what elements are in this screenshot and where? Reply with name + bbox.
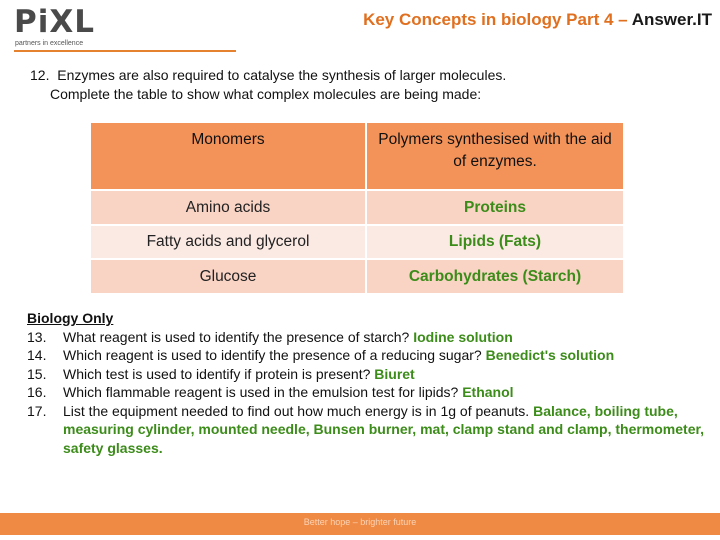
question-16 xyxy=(27,383,707,402)
question-text: Which reagent is used to identify the presence of a reducing sugar? xyxy=(63,347,486,363)
question-text: List the equipment needed to find out how much energy is in 1g of peanuts. xyxy=(63,402,534,419)
biology-only-heading: Biology Only xyxy=(27,310,114,326)
title-brand: Answer.IT xyxy=(631,10,712,29)
question-number: 14. xyxy=(27,347,47,363)
polymer-cell: Carbohydrates (Starch) xyxy=(366,259,624,294)
q12-line1: Enzymes are also required to catalyse the synthesis of larger molecules. xyxy=(57,67,507,83)
polymer-cell: Lipids (Fats) xyxy=(366,225,624,259)
table-row xyxy=(90,225,624,259)
question-text: Which flammable reagent is used in the emulsion test for lipids? xyxy=(63,384,463,400)
title-main: Key Concepts in biology Part 4 – xyxy=(363,10,632,29)
q12-line2: Complete the table to show what complex molecules are being made: xyxy=(50,86,482,102)
molecules-table xyxy=(89,121,625,295)
pixl-logo: PiXL xyxy=(14,4,96,40)
answer-text: Balance, boiling tube, measuring cylinder, mounted needle, Bunsen burner, mat, clamp stand and clamp, thermometer, safety glasses. xyxy=(63,402,705,456)
question-12 xyxy=(30,66,690,104)
answer-text: Iodine solution xyxy=(413,328,513,345)
table-row xyxy=(90,259,624,294)
table-row xyxy=(90,190,624,225)
question-text: Which test is used to identify if protein is present? xyxy=(63,365,375,382)
header-polymers: Polymers synthesised with the aid of enzymes. xyxy=(366,122,624,190)
question-text: What reagent is used to identify the presence of starch? xyxy=(63,328,414,345)
monomer-cell: Amino acids xyxy=(90,190,366,225)
question-number: 16. xyxy=(27,384,47,400)
logo-underline xyxy=(14,50,236,52)
question-17 xyxy=(27,402,707,458)
question-number: 17. xyxy=(27,402,47,419)
question-15 xyxy=(27,365,707,384)
monomer-cell: Fatty acids and glycerol xyxy=(90,225,366,259)
question-13 xyxy=(27,328,707,347)
biology-only-section xyxy=(27,309,707,457)
answer-text: Biuret xyxy=(374,365,415,382)
header-monomers: Monomers xyxy=(90,122,366,190)
question-number: 13. xyxy=(27,328,47,345)
logo-tagline: partners in excellence xyxy=(15,40,84,47)
footer-slogan: Better hope – brighter future xyxy=(303,517,417,527)
answer-text: Benedict's solution xyxy=(485,347,615,363)
q12-number: 12. xyxy=(30,67,50,83)
table-header-row xyxy=(90,122,624,190)
question-14 xyxy=(27,346,707,365)
page-title xyxy=(363,10,712,30)
monomer-cell: Glucose xyxy=(90,259,366,294)
answer-text: Ethanol xyxy=(462,384,514,400)
polymer-cell: Proteins xyxy=(366,190,624,225)
question-number: 15. xyxy=(27,365,47,382)
